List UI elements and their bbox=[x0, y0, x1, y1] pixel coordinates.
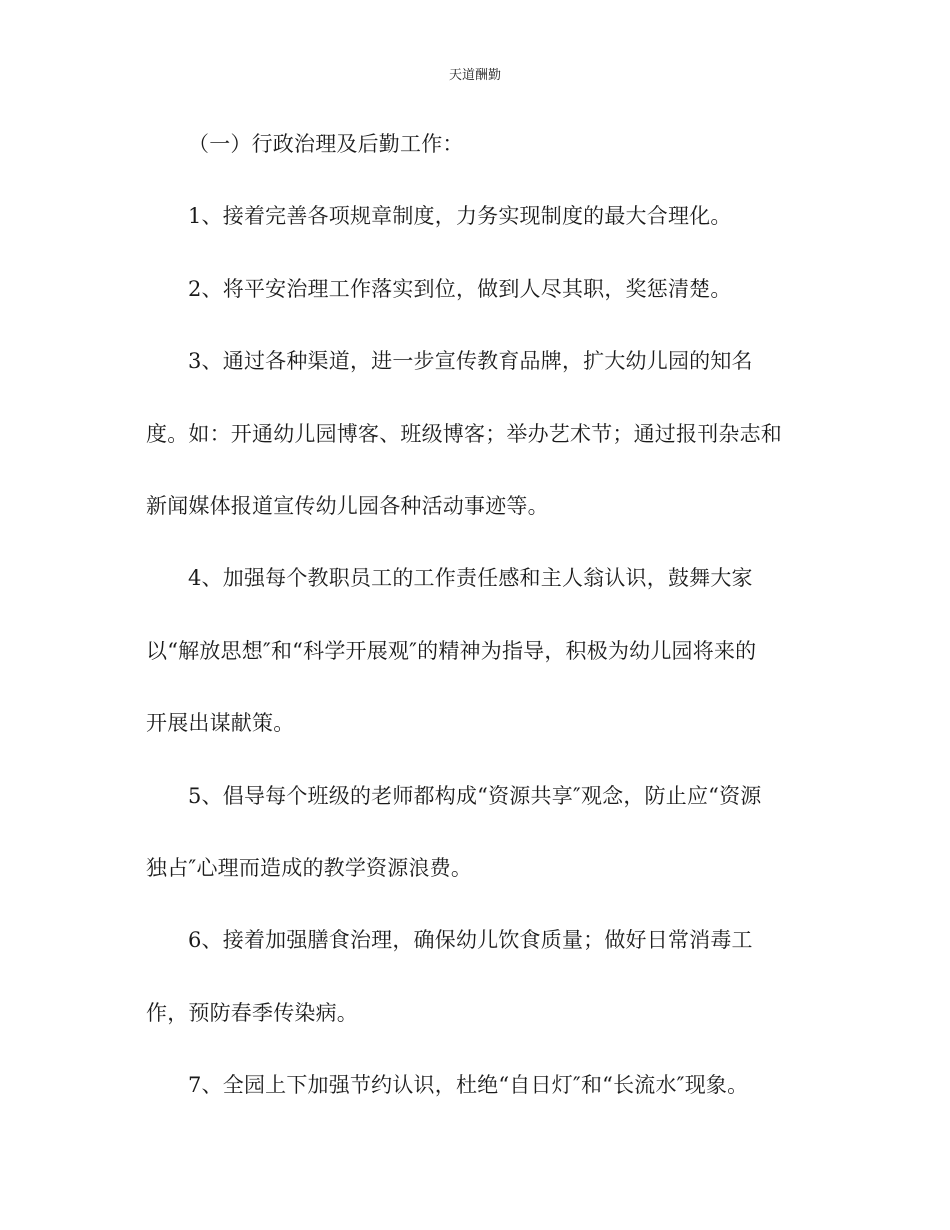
paragraph-line: 3、通过各种渠道，进一步宣传教育品牌，扩大幼儿园的知名 bbox=[188, 349, 753, 374]
paragraph-line: 1、接着完善各项规章制度，力务实现制度的最大合理化。 bbox=[188, 204, 732, 229]
document-body bbox=[146, 128, 806, 1141]
paragraph-line: 开展出谋献策。 bbox=[146, 711, 295, 736]
page-header: 天道酬勤 bbox=[448, 68, 501, 83]
section-heading: （一）行政治理及后勤工作： bbox=[188, 132, 464, 156]
paragraph-line: 5、倡导每个班级的老师都构成“资源共享″观念，防止应“资源 bbox=[188, 783, 762, 808]
paragraph-line: 4、加强每个教职员工的工作责任感和主人翁认识，鼓舞大家 bbox=[188, 566, 753, 591]
paragraph-line: 7、全园上下加强节约认识，杜绝“自日灯″和“长流水″现象。 bbox=[188, 1073, 749, 1098]
paragraph-line: 独占″心理而造成的教学资源浪费。 bbox=[146, 855, 473, 880]
paragraph-line: 作，预防春季传染病。 bbox=[146, 1000, 358, 1025]
paragraph-line: 度。如：开通幼儿园博客、班级博客；举办艺术节；通过报刊杂志和 bbox=[146, 421, 782, 446]
paragraph-line: 新闻媒体报道宣传幼儿园各种活动事迹等。 bbox=[146, 493, 549, 518]
paragraph-line: 以“解放思想″和“科学开展观″的精神为指导，积极为幼儿园将来的 bbox=[146, 638, 757, 663]
paragraph-line: 6、接着加强膳食治理，确保幼儿饮食质量；做好日常消毒工 bbox=[188, 928, 753, 953]
paragraph-line: 2、将平安治理工作落实到位，做到人尽其职，奖惩清楚。 bbox=[188, 276, 732, 301]
